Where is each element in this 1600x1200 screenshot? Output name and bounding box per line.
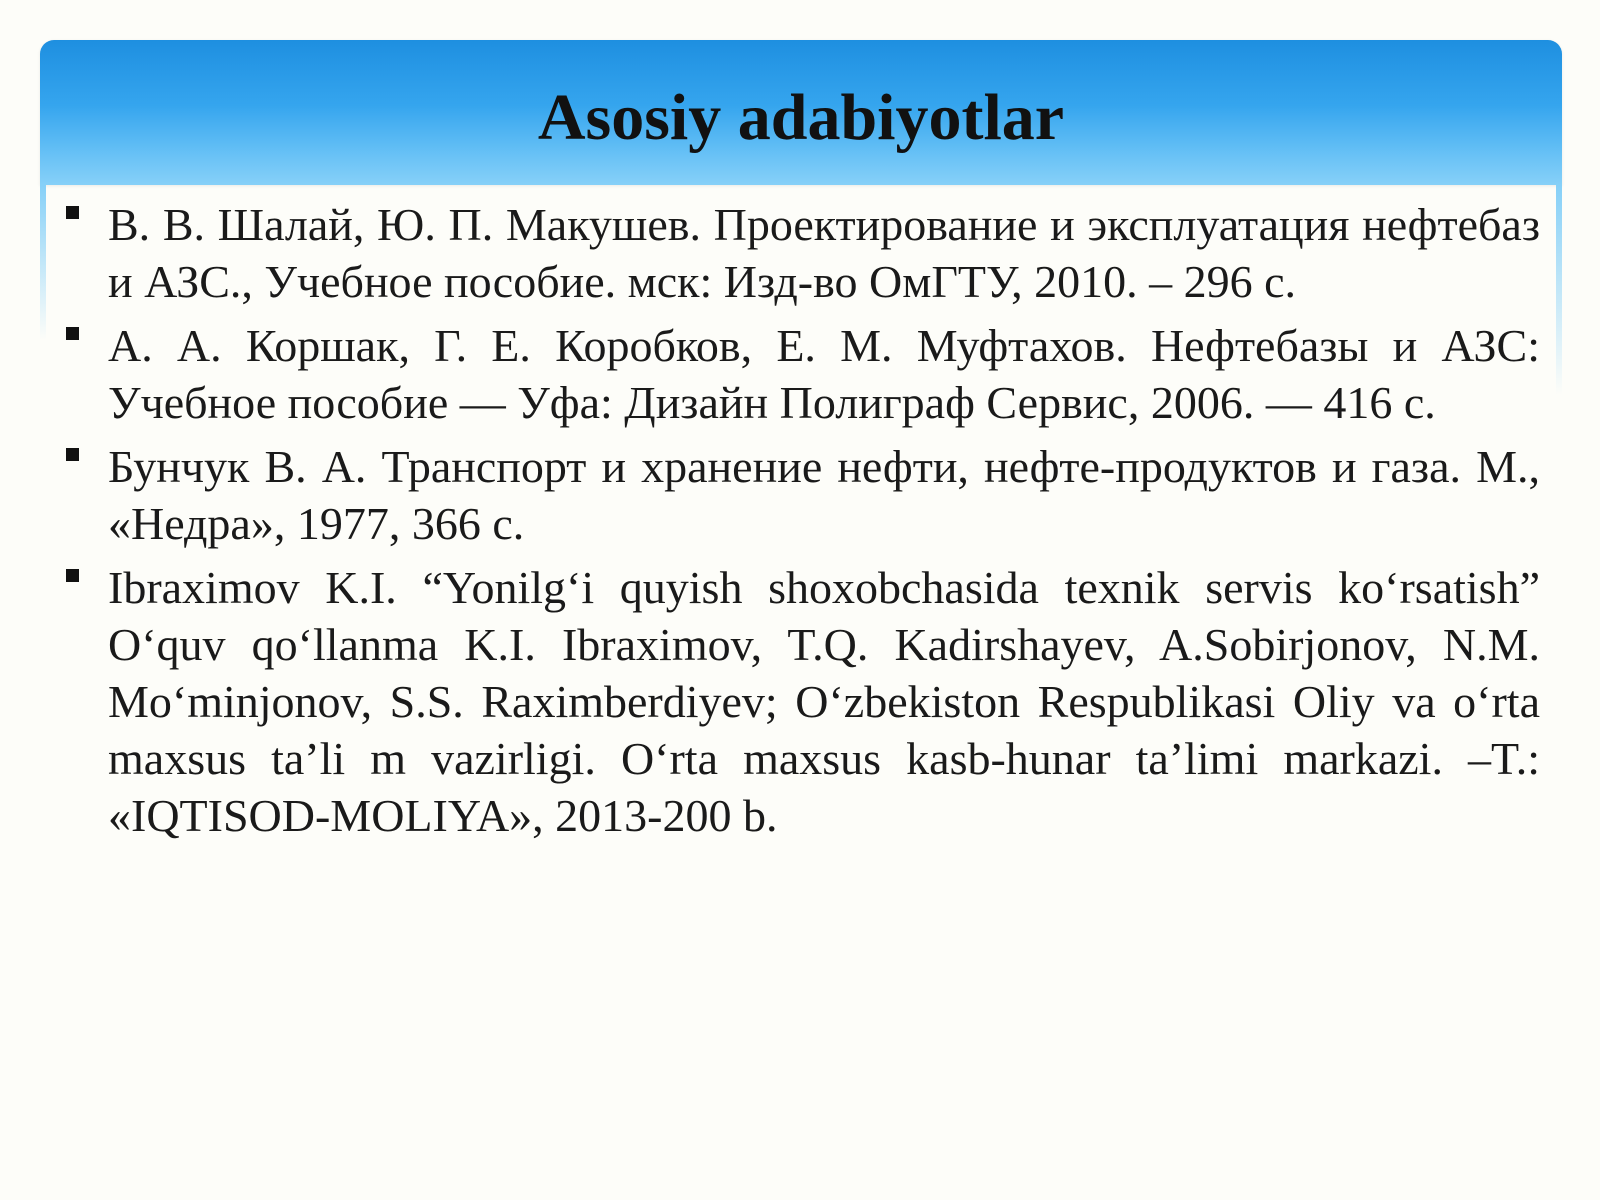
slide-title: Asosiy adabiyotlar xyxy=(537,81,1065,154)
square-bullet-icon xyxy=(66,327,79,340)
left-accent-line xyxy=(40,185,46,340)
list-item xyxy=(62,438,1540,552)
reference-text: В. В. Шалай, Ю. П. Макушев. Проектирование и эксплуатация нефтебаз и АЗС., Учебное пособие. мск: Изд-во ОмГТУ, 2010. – 296 с. xyxy=(108,199,1540,307)
square-bullet-icon xyxy=(66,206,79,219)
square-bullet-icon xyxy=(66,448,79,461)
list-item xyxy=(62,317,1540,431)
list-item xyxy=(62,196,1540,310)
reference-list xyxy=(62,196,1540,844)
title-bar xyxy=(40,40,1562,185)
reference-text: А. А. Коршак, Г. Е. Коробков, Е. М. Муфтахов. Нефтебазы и АЗС: Учебное пособие — Уфа: Дизайн Полиграф Сервис, 2006. — 416 с. xyxy=(108,320,1540,428)
right-accent-line xyxy=(1556,185,1562,395)
reference-text: Бунчук В. А. Транспорт и хранение нефти, нефте-продуктов и газа. М., «Недра», 1977, 366 с. xyxy=(108,441,1540,549)
reference-text: Ibraximov K.I. “Yonilg‘i quyish shoxobchasida texnik servis ko‘rsatish” O‘quv qo‘llanma K.I. Ibraximov, T.Q. Kadirshayev, A.Sobirjonov, N.M. Mo‘minjonov, S.S. Raximberdiyev; O‘zbekiston Respublikasi Oliy va o‘rta maxsus ta’li m vazirligi. O‘rta maxsus kasb-hunar ta’limi markazi. –T.: «IQTISOD-MOLIYA», 2013-200 b. xyxy=(108,562,1540,841)
square-bullet-icon xyxy=(66,569,79,582)
list-item xyxy=(62,559,1540,844)
